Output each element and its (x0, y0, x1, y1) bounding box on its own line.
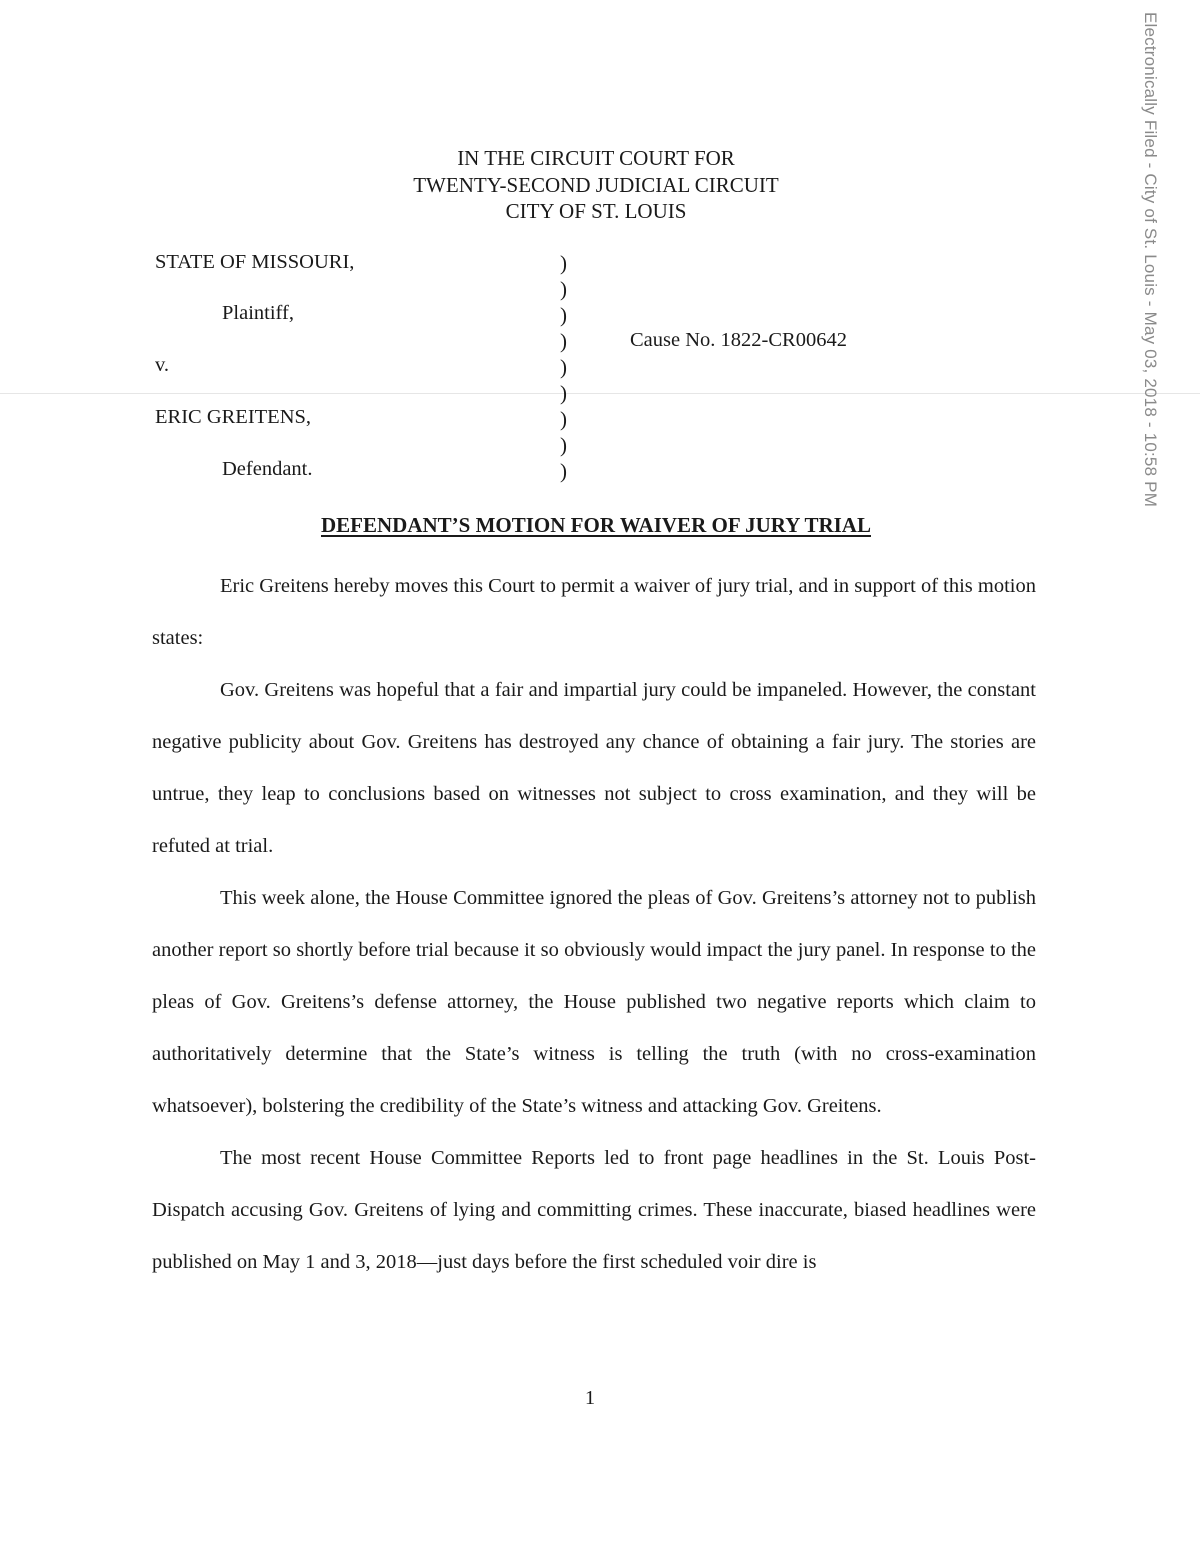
motion-title: DEFENDANT’S MOTION FOR WAIVER OF JURY TRIAL (321, 513, 871, 537)
caption-parenthesis: ) (560, 355, 567, 379)
caption-parenthesis: ) (560, 433, 567, 457)
caption-parenthesis: ) (560, 381, 567, 405)
court-header-line-1: IN THE CIRCUIT COURT FOR (457, 146, 735, 170)
caption-parenthesis: ) (560, 329, 567, 353)
caption-parenthesis: ) (560, 459, 567, 483)
versus-label: v. (155, 354, 170, 376)
body-paragraph: The most recent House Committee Reports led to front page headlines in the St. Louis Post-Dispatch accusing Gov. Greitens of lying and committing crimes. These inaccurate, biased headlines were published on May 1 and 3, 2018—just days before the first scheduled voir dire is (152, 1147, 1036, 1273)
defendant-name: ERIC GREITENS, (155, 406, 312, 428)
plaintiff-name: STATE OF MISSOURI, (155, 251, 355, 273)
caption-parenthesis: ) (560, 407, 567, 431)
court-header-line-3: CITY OF ST. LOUIS (505, 199, 687, 223)
page-number: 1 (584, 1387, 596, 1409)
motion-body (152, 560, 1036, 1288)
scan-fold-line (0, 393, 1200, 394)
body-paragraph: This week alone, the House Committee ignored the pleas of Gov. Greitens’s attorney not to publish another report so shortly before trial because it so obviously would impact the jury panel. In response to the pleas of Gov. Greitens’s defense attorney, the House published two negative reports which claim to authoritatively determine that the State’s witness is telling the truth (with no cross-examination whatsoever), bolstering the credibility of the State’s witness and attacking Gov. Greitens. (152, 887, 1036, 1117)
body-paragraph: Gov. Greitens was hopeful that a fair and impartial jury could be impaneled. However, the constant negative publicity about Gov. Greitens has destroyed any chance of obtaining a fair jury. The stories are untrue, they leap to conclusions based on witnesses not subject to cross examination, and they will be refuted at trial. (152, 679, 1036, 857)
body-paragraph: Eric Greitens hereby moves this Court to permit a waiver of jury trial, and in support of this motion states: (152, 575, 1036, 649)
court-header (300, 145, 892, 225)
caption-parenthesis: ) (560, 277, 567, 301)
cause-number: Cause No. 1822-CR00642 (630, 329, 847, 351)
defendant-role: Defendant. (222, 458, 313, 480)
caption-parenthesis: ) (560, 303, 567, 327)
caption-parenthesis: ) (560, 251, 567, 275)
electronic-filing-stamp: Electronically Filed - City of St. Louis - May 03, 2018 - 10:58 PM (1141, 12, 1160, 508)
court-header-line-2: TWENTY-SECOND JUDICIAL CIRCUIT (413, 172, 779, 197)
plaintiff-role: Plaintiff, (222, 302, 294, 324)
